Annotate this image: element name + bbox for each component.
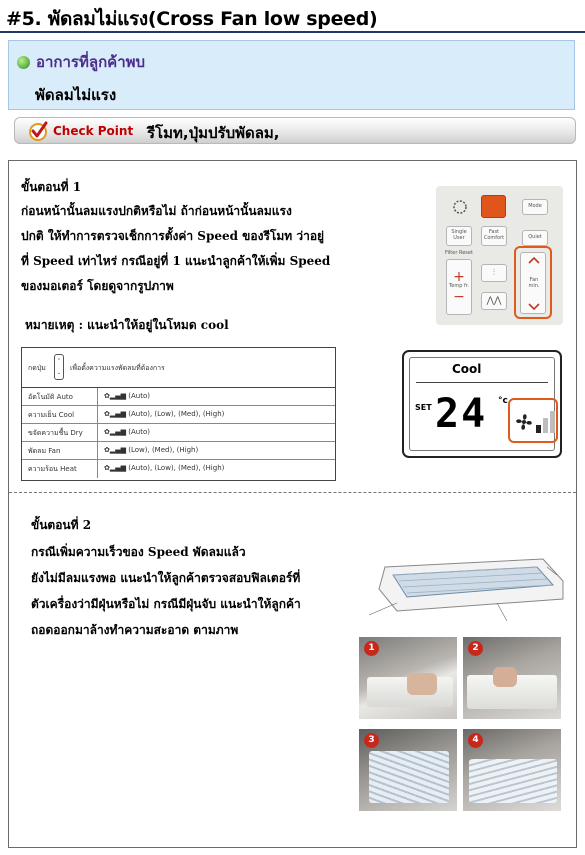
remote-control-image: [436, 186, 563, 325]
sun-icon: [448, 196, 472, 218]
step2-line: ยังไม่มีลมแรงพอ แนะนำให้ลูกค้าตรวจสอบฟิลเตอร์ที่: [31, 571, 301, 585]
check-point-text: รีโมท,ปุ่มปรับพัดลม,: [147, 124, 280, 142]
fan-speed-icon: ✿▂▄▆: [104, 464, 129, 472]
mode-cell: ขจัดความชื้น Dry: [22, 424, 98, 441]
fast-comfort-button: Fast Comfort: [481, 226, 507, 246]
fan-level-bar: [550, 411, 555, 433]
power-button: [481, 195, 506, 218]
fan-label: Fan min.: [528, 277, 540, 289]
filter-step-photo: [359, 729, 457, 811]
speed-cell: ✿▂▄▆ (Auto), (Low), (Med), (High): [104, 410, 225, 418]
table-row: [22, 460, 335, 478]
fan-speed-table: [21, 347, 336, 481]
header-prefix: กดปุ่ม: [28, 364, 46, 372]
step1-note: หมายเหตุ : แนะนำให้อยู่ในโหมด cool: [25, 318, 229, 332]
photo-number-badge: 4: [468, 733, 483, 748]
display-mode: Cool: [452, 362, 482, 376]
title-underline: [0, 31, 585, 33]
filter-shape: [469, 759, 557, 803]
display-temperature: 24: [435, 391, 488, 437]
checkmark-circle-icon: [27, 120, 49, 142]
chevron-up-icon: [527, 256, 541, 265]
symptom-box: [8, 40, 575, 110]
table-row: [22, 424, 335, 442]
minus-icon: −: [453, 288, 465, 305]
fan-level-bar: [543, 418, 548, 433]
ac-filter-diagram: [357, 555, 569, 627]
filter-shape: [369, 751, 449, 803]
fan-speed-icon: ✿▂▄▆: [104, 446, 129, 454]
step1-line: ปกติ ให้ทำการตรวจเช็กการตั้งค่า Speed ของรีโมท ว่าอยู่: [21, 229, 325, 243]
step1-body: [21, 199, 330, 299]
fan-speed-icon: ✿▂▄▆: [104, 410, 129, 418]
page-title: #5. พัดลมไม่แรง(Cross Fan low speed): [6, 8, 378, 30]
mode-cell: ความร้อน Heat: [22, 460, 98, 478]
mode-button: Mode: [522, 199, 548, 215]
temp-label: Temp fr.: [449, 283, 469, 290]
filter-step-photo: [463, 637, 561, 719]
plus-icon: +: [453, 269, 465, 286]
hand-shape: [493, 667, 517, 687]
filter-step-photo: [359, 637, 457, 719]
step2-title: ขั้นตอนที่ 2: [31, 518, 92, 532]
single-user-button: Single User: [446, 226, 472, 246]
display-set-label: SET: [415, 403, 432, 412]
step2-line: ตัวเครื่องว่ามีฝุ่นหรือไม่ กรณีมีฝุ่นจับ แนะนำให้ลูกค้า: [31, 597, 301, 611]
swing-button: ⫶: [481, 264, 507, 282]
check-point-label: Check Point: [53, 124, 134, 138]
speed-cell: ✿▂▄▆ (Auto): [104, 392, 150, 400]
step1-line: ที่ Speed เท่าไหร่ กรณีอยู่ที่ 1 แนะนำลูกค้าให้เพิ่ม Speed: [21, 254, 331, 268]
fan-speed-icon: ✿▂▄▆: [104, 428, 129, 436]
fan-rocker-icon: ⌃ ⌄: [54, 354, 64, 380]
step2-line: ถอดออกมาล้างทำความสะอาด ตามภาพ: [31, 623, 239, 637]
photo-number-badge: 3: [364, 733, 379, 748]
display-unit: °c: [498, 396, 508, 406]
mode-cell: พัดลม Fan: [22, 442, 98, 459]
mode-cell: ความเย็น Cool: [22, 406, 98, 423]
speed-cell: ✿▂▄▆ (Low), (Med), (High): [104, 446, 199, 454]
quiet-button: Quiet: [522, 230, 548, 246]
fan-level-bars: [536, 409, 556, 433]
table-row: [22, 442, 335, 460]
step1-title: ขั้นตอนที่ 1: [21, 180, 82, 194]
table-row: [22, 388, 335, 406]
speed-cell: ✿▂▄▆ (Auto): [104, 428, 150, 436]
fan-button-highlight: [514, 246, 552, 319]
step1-line: ก่อนหน้านั้นลมแรงปกติหรือไม่ ถ้าก่อนหน้านั้นลมแรง: [21, 204, 292, 218]
table-row: [22, 406, 335, 424]
check-point-bar: [14, 117, 576, 144]
airflow-button: ⋀⋀: [481, 292, 507, 310]
table-header: [22, 348, 335, 388]
speed-cell: ✿▂▄▆ (Auto), (Low), (Med), (High): [104, 464, 225, 472]
step2-line: กรณีเพิ่มความเร็วของ Speed พัดลมแล้ว: [31, 545, 246, 559]
fan-speed-icon: ✿▂▄▆: [104, 392, 129, 400]
filter-step-photo: [463, 729, 561, 811]
green-bullet-icon: [17, 56, 30, 69]
mode-cell: อัตโนมัติ Auto: [22, 388, 98, 405]
symptom-label: อาการที่ลูกค้าพบ: [36, 53, 146, 71]
step-divider: [9, 492, 576, 493]
display-screen: [409, 357, 555, 451]
step2-body: [31, 539, 301, 643]
step1-line: ของมอเตอร์ โดยดูจากรูปภาพ: [21, 279, 174, 293]
temp-rocker: [446, 259, 472, 315]
ac-display-image: [402, 350, 562, 458]
chevron-down-icon: [527, 302, 541, 311]
photo-number-badge: 1: [364, 641, 379, 656]
header-suffix: เพื่อตั้งความแรงพัดลมที่ต้องการ: [70, 364, 165, 372]
fan-rocker: [520, 252, 546, 314]
hand-shape: [407, 673, 437, 695]
display-rule: [416, 382, 548, 383]
fan-level-bar: [536, 425, 541, 433]
photo-number-badge: 2: [468, 641, 483, 656]
symptom-text: พัดลมไม่แรง: [35, 86, 117, 104]
steps-panel: [8, 160, 577, 848]
filter-reset-label: Filter Reset: [445, 250, 473, 256]
fan-level-highlight: [508, 398, 558, 443]
fan-icon: [514, 412, 534, 432]
